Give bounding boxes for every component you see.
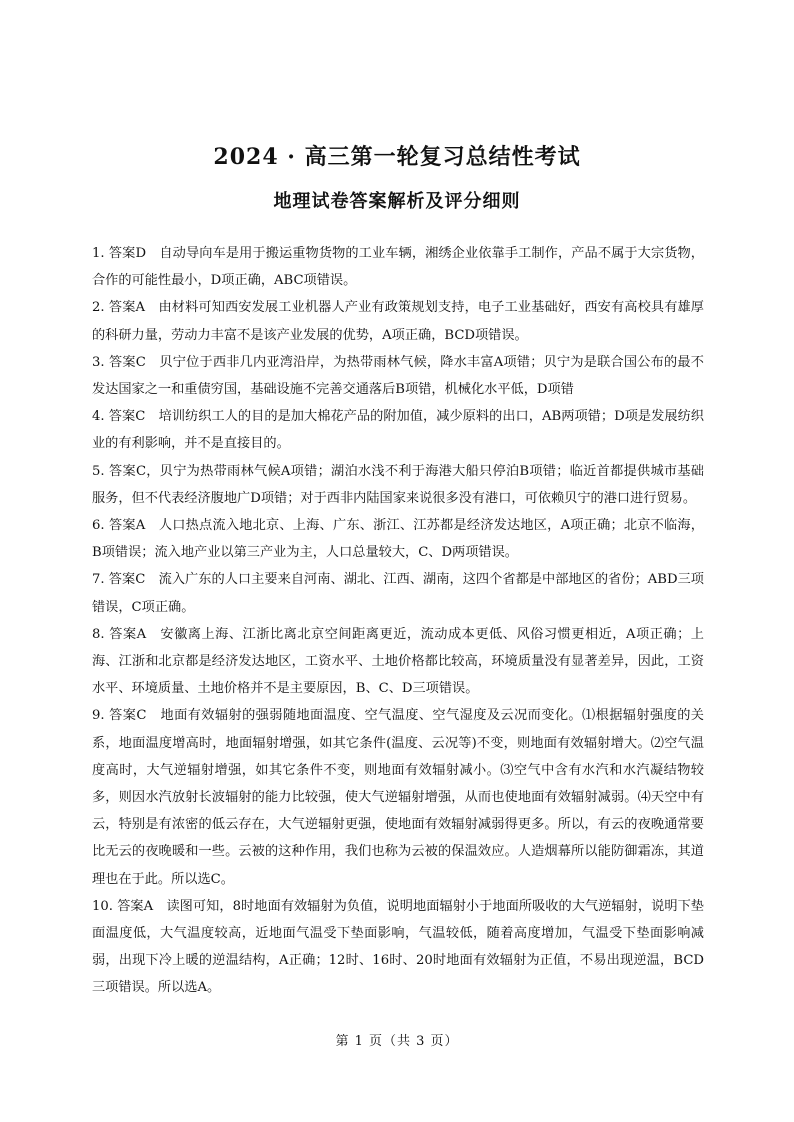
answer-item-10: 10. 答案A 读图可知，8时地面有效辐射为负值，说明地面辐射小于地面所吸收的大气逆辐射，说明下垫面温度低，大气温度较高，近地面气温受下垫面影响，气温较低，随着高度增加，气温受下垫面影响减弱，出现下冷上暖的逆温结构，A正确；12时、16时、20时地面有效辐射为正值，不易出现逆温，BCD三项错误。所以选A。 (92, 898, 704, 996)
answer-item-3: 3. 答案C 贝宁位于西非几内亚湾沿岸，为热带雨林气候，降水丰富A项错；贝宁为是联合国公布的最不发达国家之一和重债穷国，基础设施不完善交通落后B项错，机械化水平低，D项错 (92, 354, 704, 398)
answer-item-1: 1. 答案D 自动导向车是用于搬运重物货物的工业车辆，湘绣企业依靠手工制作，产品不属于大宗货物，合作的可能性最小，D项正确，ABC项错误。 (92, 246, 704, 289)
answer-item-6: 6. 答案A 人口热点流入地北京、上海、广东、浙江、江苏都是经济发达地区，A项正确；北京不临海，B项错误；流入地产业以第三产业为主，人口总量较大，C、D两项错误。 (92, 518, 704, 561)
answer-list (92, 240, 704, 1002)
page-footer: 第 1 页（共 3 页） (335, 1034, 459, 1049)
answer-item-8: 8. 答案A 安徽离上海、江浙比离北京空间距离更近，流动成本更低、风俗习惯更相近，A项正确；上海、江浙和北京都是经济发达地区，工资水平、土地价格都比较高，环境质量没有显著差异，因此，工资水平、环境质量、土地价格并不是主要原因，B、C、D三项错误。 (92, 626, 704, 697)
answer-item-2: 2. 答案A 由材料可知西安发展工业机器人产业有政策规划支持，电子工业基础好，西安有高校具有雄厚的科研力量，劳动力丰富不是该产业发展的优势，A项正确，BCD项错误。 (92, 300, 704, 343)
page-subtitle: 地理试卷答案解析及评分细则 (273, 191, 521, 212)
answer-item-7: 7. 答案C 流入广东的人口主要来自河南、湖北、江西、湖南，这四个省都是中部地区的省份；ABD三项错误，C项正确。 (92, 572, 704, 615)
answer-item-5: 5. 答案C，贝宁为热带雨林气候A项错；湖泊水浅不利于海港大船只停泊B项错；临近首都提供城市基础服务，但不代表经济腹地广D项错；对于西非内陆国家来说很多没有港口，可依赖贝宁的港口进行贸易。 (92, 463, 704, 506)
page-title: 2024 · 高三第一轮复习总结性考试 (213, 144, 581, 170)
answer-item-9: 9. 答案C 地面有效辐射的强弱随地面温度、空气温度、空气湿度及云况而变化。⑴根据辐射强度的关系，地面温度增高时，地面辐射增强，如其它条件(温度、云况等)不变，则地面有效辐射增大。⑵空气温度高时，大气逆辐射增强，如其它条件不变，则地面有效辐射减小。⑶空气中含有水汽和水汽凝结物较多，则因水汽放射长波辐射的能力比较强，使大气逆辐射增强，从而也使地面有效辐射减弱。⑷天空中有云，特别是有浓密的低云存在，大气逆辐射更强，使地面有效辐射减弱得更多。所以，有云的夜晚通常要比无云的夜晚暖和一些。云被的这种作用，我们也称为云被的保温效应。人造烟幕所以能防御霜冻，其道理也在于此。所以选C。 (92, 708, 704, 887)
answer-item-4: 4. 答案C 培训纺织工人的目的是加大棉花产品的附加值，减少原料的出口，AB两项错；D项是发展纺织业的有利影响，并不是直接目的。 (92, 409, 704, 452)
